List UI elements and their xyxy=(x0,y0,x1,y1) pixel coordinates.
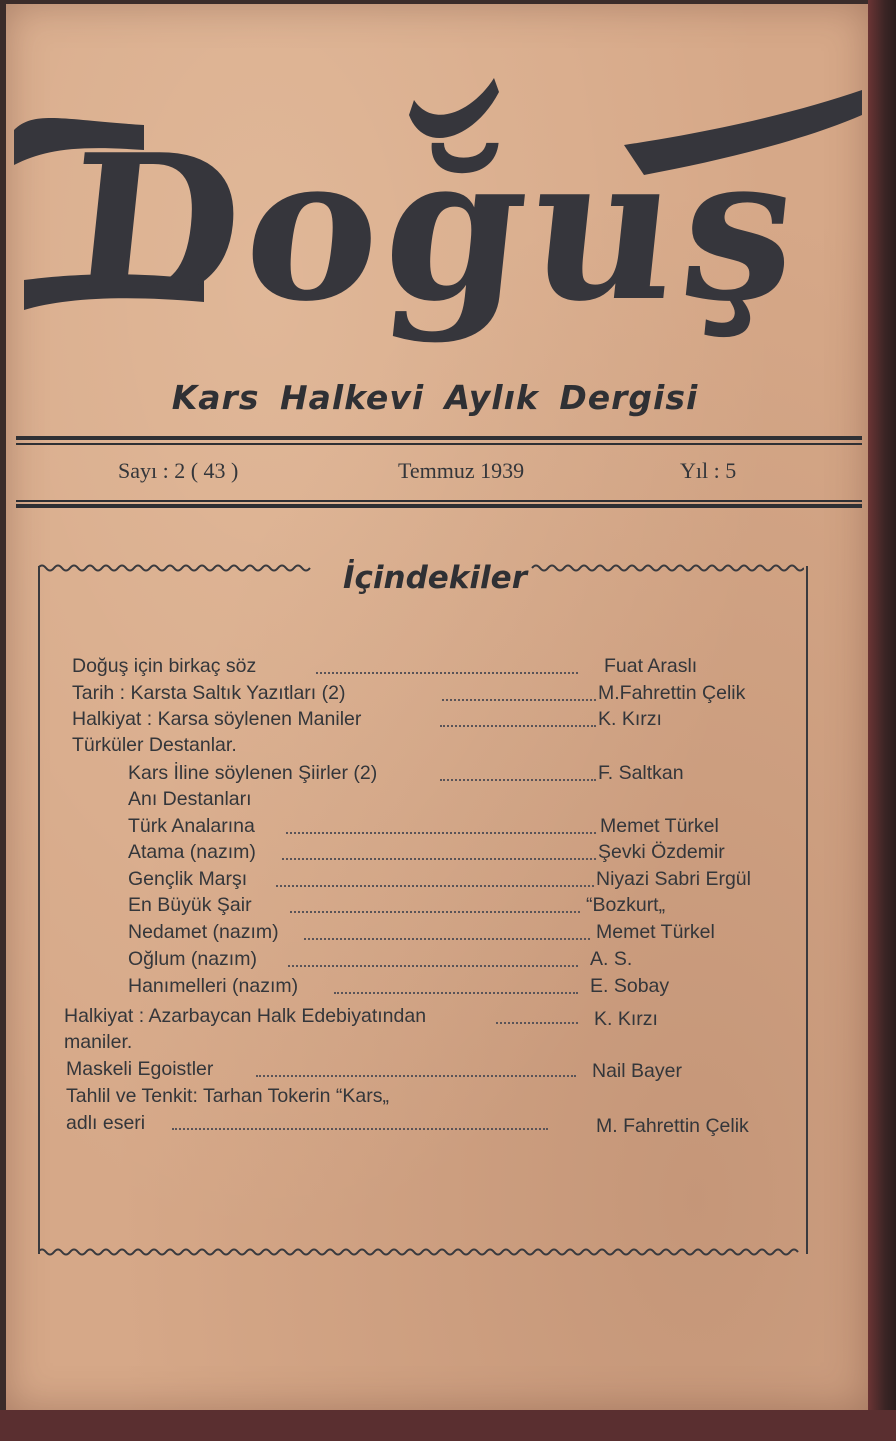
entry-author: K. Kırzı xyxy=(598,708,662,730)
entry-author: Memet Türkel xyxy=(600,815,719,837)
subtitle: Kars Halkevi Aylık Dergisi xyxy=(171,378,699,417)
entry-title: En Büyük Şair xyxy=(128,894,252,916)
entry-title: Doğuş için birkaç söz xyxy=(72,655,257,677)
entry-author: M.Fahrettin Çelik xyxy=(598,682,746,704)
leader-dots xyxy=(282,858,596,860)
leader-dots xyxy=(304,938,590,940)
issue-number: Sayı : 2 ( 43 ) xyxy=(118,458,239,483)
leader-dots xyxy=(334,992,578,994)
leader-dots xyxy=(276,885,594,887)
entry-author: K. Kırzı xyxy=(594,1008,658,1030)
entry-title: Türk Analarına xyxy=(128,815,255,837)
frame-bottom-border xyxy=(38,1246,804,1258)
entry-title: Tahlil ve Tenkit: Tarhan Tokerin “Kars„ xyxy=(66,1085,389,1107)
leader-dots xyxy=(496,1022,578,1024)
entry-title: maniler. xyxy=(64,1031,133,1053)
entry-title: Türküler Destanlar. xyxy=(72,734,237,756)
entry-author: F. Saltkan xyxy=(598,762,684,784)
entry-title: Nedamet (nazım) xyxy=(128,921,279,943)
entry-author: Niyazi Sabri Ergül xyxy=(596,868,751,890)
entry-author: “Bozkurt„ xyxy=(586,894,666,916)
entry-author: M. Fahrettin Çelik xyxy=(596,1115,749,1137)
masthead-title: Doğuş xyxy=(55,111,815,346)
entry-title: Oğlum (nazım) xyxy=(128,948,257,970)
entry-title: Gençlik Marşı xyxy=(128,868,248,890)
entry-author: Memet Türkel xyxy=(596,921,715,943)
masthead-logo xyxy=(4,70,866,360)
entry-title: Halkiyat : Karsa söylenen Maniler xyxy=(72,708,362,730)
leader-dots xyxy=(256,1075,576,1077)
entry-title: Anı Destanları xyxy=(128,788,252,810)
contents-heading: İçindekiler xyxy=(342,560,527,596)
entry-title: adlı eseri xyxy=(66,1112,146,1134)
leader-dots xyxy=(172,1128,548,1130)
entry-author: Fuat Araslı xyxy=(604,655,698,677)
leader-dots xyxy=(440,725,596,727)
issue-info-row xyxy=(0,454,870,494)
bottom-rule-thin xyxy=(16,500,862,502)
top-rule xyxy=(16,436,862,440)
entry-author: E. Sobay xyxy=(590,975,670,997)
leader-dots xyxy=(442,699,596,701)
leader-dots xyxy=(440,779,596,781)
entry-title: Hanımelleri (nazım) xyxy=(128,975,299,997)
book-spine xyxy=(868,0,896,1441)
bottom-rule xyxy=(16,504,862,508)
entry-title: Atama (nazım) xyxy=(128,841,256,863)
top-rule-thin xyxy=(16,443,862,445)
book-binding-edge xyxy=(0,1410,896,1441)
issue-date: Temmuz 1939 xyxy=(398,458,525,483)
leader-dots xyxy=(290,911,580,913)
entry-title: Halkiyat : Azarbaycan Halk Edebiyatından xyxy=(64,1005,427,1027)
entry-author: Nail Bayer xyxy=(592,1060,682,1082)
entry-title: Tarih : Karsta Saltık Yazıtları (2) xyxy=(72,682,346,704)
leader-dots xyxy=(316,672,578,674)
leader-dots xyxy=(288,965,578,967)
entry-title: Maskeli Egoistler xyxy=(66,1058,214,1080)
leader-dots xyxy=(286,832,596,834)
issue-year: Yıl : 5 xyxy=(680,458,737,483)
entry-author: Şevki Özdemir xyxy=(598,841,725,863)
entry-author: A. S. xyxy=(590,948,633,970)
entry-title: Kars İline söylenen Şiirler (2) xyxy=(128,762,378,784)
